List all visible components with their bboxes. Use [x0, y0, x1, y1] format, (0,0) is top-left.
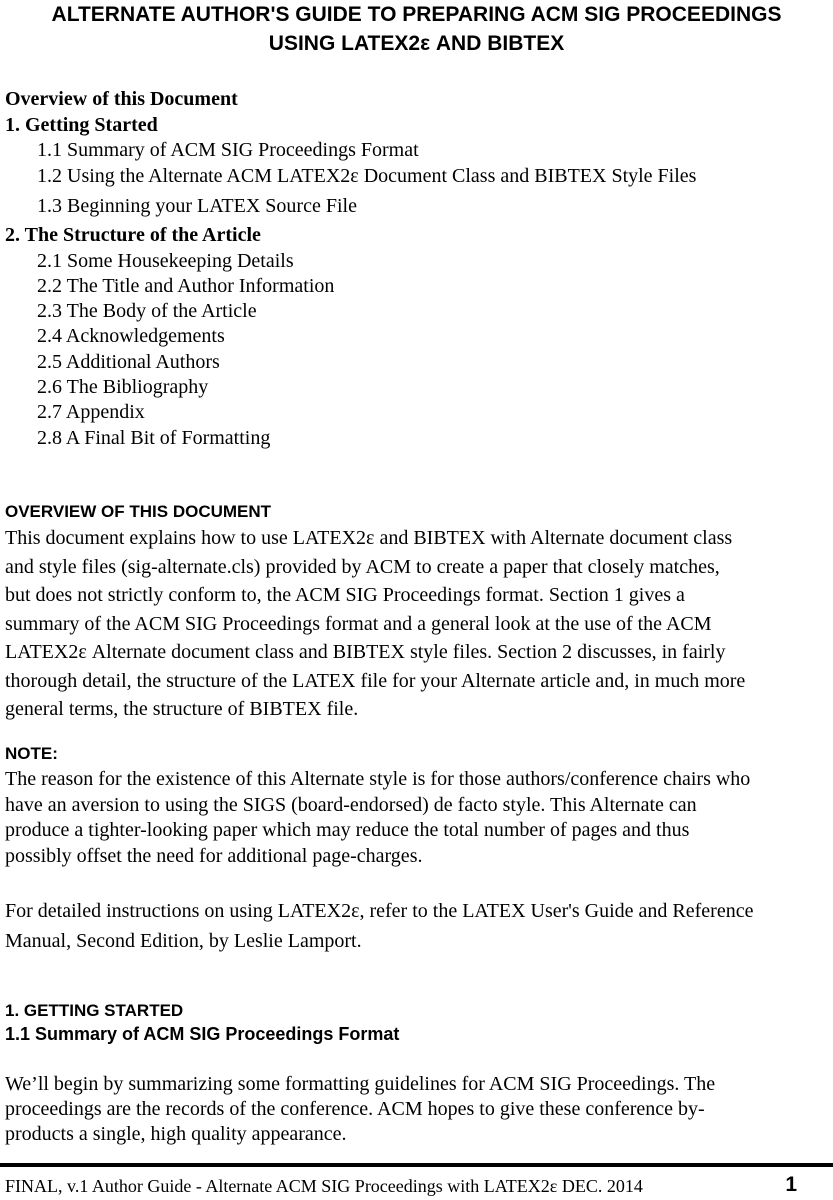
- overview-paragraph: [5, 524, 829, 724]
- overview-heading: OVERVIEW OF THIS DOCUMENT: [5, 502, 272, 521]
- paragraph-line: Manual, Second Edition, by Leslie Lamport.: [5, 930, 362, 952]
- paragraph-line: have an aversion to using the SIGS (board-endorsed) de facto style. This Alternate can: [5, 793, 697, 816]
- paragraph-line: This document explains how to use LATEX2ε and BIBTEX with Alternate document class: [5, 527, 733, 549]
- toc-item: 2.5 Additional Authors: [37, 351, 220, 373]
- toc-item: 2.6 The Bibliography: [37, 376, 209, 398]
- toc-item: 1.2 Using the Alternate ACM LATEX2ε Document Class and BIBTEX Style Files: [37, 165, 697, 187]
- section-1-paragraph: [5, 1072, 829, 1147]
- paragraph-line: thorough detail, the structure of the LATEX file for your Alternate article and, in much more: [5, 669, 746, 692]
- doc-title-line-2: USING LATEX2ε AND BIBTEX: [268, 32, 565, 55]
- toc-item: 1.3 Beginning your LATEX Source File: [37, 195, 357, 217]
- section-1-heading: 1. GETTING STARTED: [5, 1001, 184, 1020]
- toc-item: 2.2 The Title and Author Information: [37, 275, 335, 297]
- toc-item: 2.4 Acknowledgements: [37, 325, 225, 347]
- paragraph-line: produce a tighter-looking paper which may reduce the total number of pages and thus: [5, 819, 690, 841]
- paragraph-line: proceedings are the records of the conference. ACM hopes to give these conference by-: [5, 1098, 705, 1120]
- paragraph-line: but does not strictly conform to, the ACM SIG Proceedings format. Section 1 gives a: [5, 584, 685, 606]
- toc-item: 2.3 The Body of the Article: [37, 300, 257, 322]
- paragraph-line: We’ll begin by summarizing some formatting guidelines for ACM SIG Proceedings. The: [5, 1073, 716, 1095]
- reference-paragraph: [5, 896, 829, 956]
- page-number: 1: [785, 1173, 797, 1196]
- paragraph-line: For detailed instructions on using LATEX2ε, refer to the LATEX User's Guide and Reference: [5, 900, 754, 922]
- toc-item: 2.1 Some Housekeeping Details: [37, 250, 294, 272]
- note-heading: NOTE:: [5, 744, 58, 763]
- toc-section-1: 1. Getting Started: [5, 114, 158, 136]
- paragraph-line: general terms, the structure of BIBTEX file.: [5, 698, 359, 720]
- toc-section-2: 2. The Structure of the Article: [5, 224, 261, 246]
- doc-title-line-1: ALTERNATE AUTHOR'S GUIDE TO PREPARING ACM SIG PROCEEDINGS: [51, 3, 782, 26]
- footer-rule: [0, 1163, 833, 1167]
- toc-heading: Overview of this Document: [5, 88, 238, 110]
- note-paragraph: [5, 767, 829, 869]
- toc-item: 2.8 A Final Bit of Formatting: [37, 427, 271, 449]
- paragraph-line: possibly offset the need for additional page-charges.: [5, 844, 423, 867]
- paragraph-line: LATEX2ε Alternate document class and BIBTEX style files. Section 2 discusses, in fairly: [5, 641, 726, 663]
- paragraph-line: summary of the ACM SIG Proceedings format and a general look at the use of the ACM: [5, 612, 712, 635]
- footer-text: FINAL, v.1 Author Guide - Alternate ACM SIG Proceedings with LATEX2ε DEC. 2014: [5, 1176, 643, 1196]
- toc-item: 1.1 Summary of ACM SIG Proceedings Format: [37, 139, 419, 161]
- paragraph-line: The reason for the existence of this Alternate style is for those authors/conference chairs who: [5, 768, 751, 790]
- toc-item: 2.7 Appendix: [37, 401, 145, 423]
- paragraph-line: and style files (sig-alternate.cls) provided by ACM to create a paper that closely matches,: [5, 555, 720, 578]
- section-1-1-heading: 1.1 Summary of ACM SIG Proceedings Format: [5, 1024, 400, 1044]
- paragraph-line: products a single, high quality appearance.: [5, 1123, 347, 1145]
